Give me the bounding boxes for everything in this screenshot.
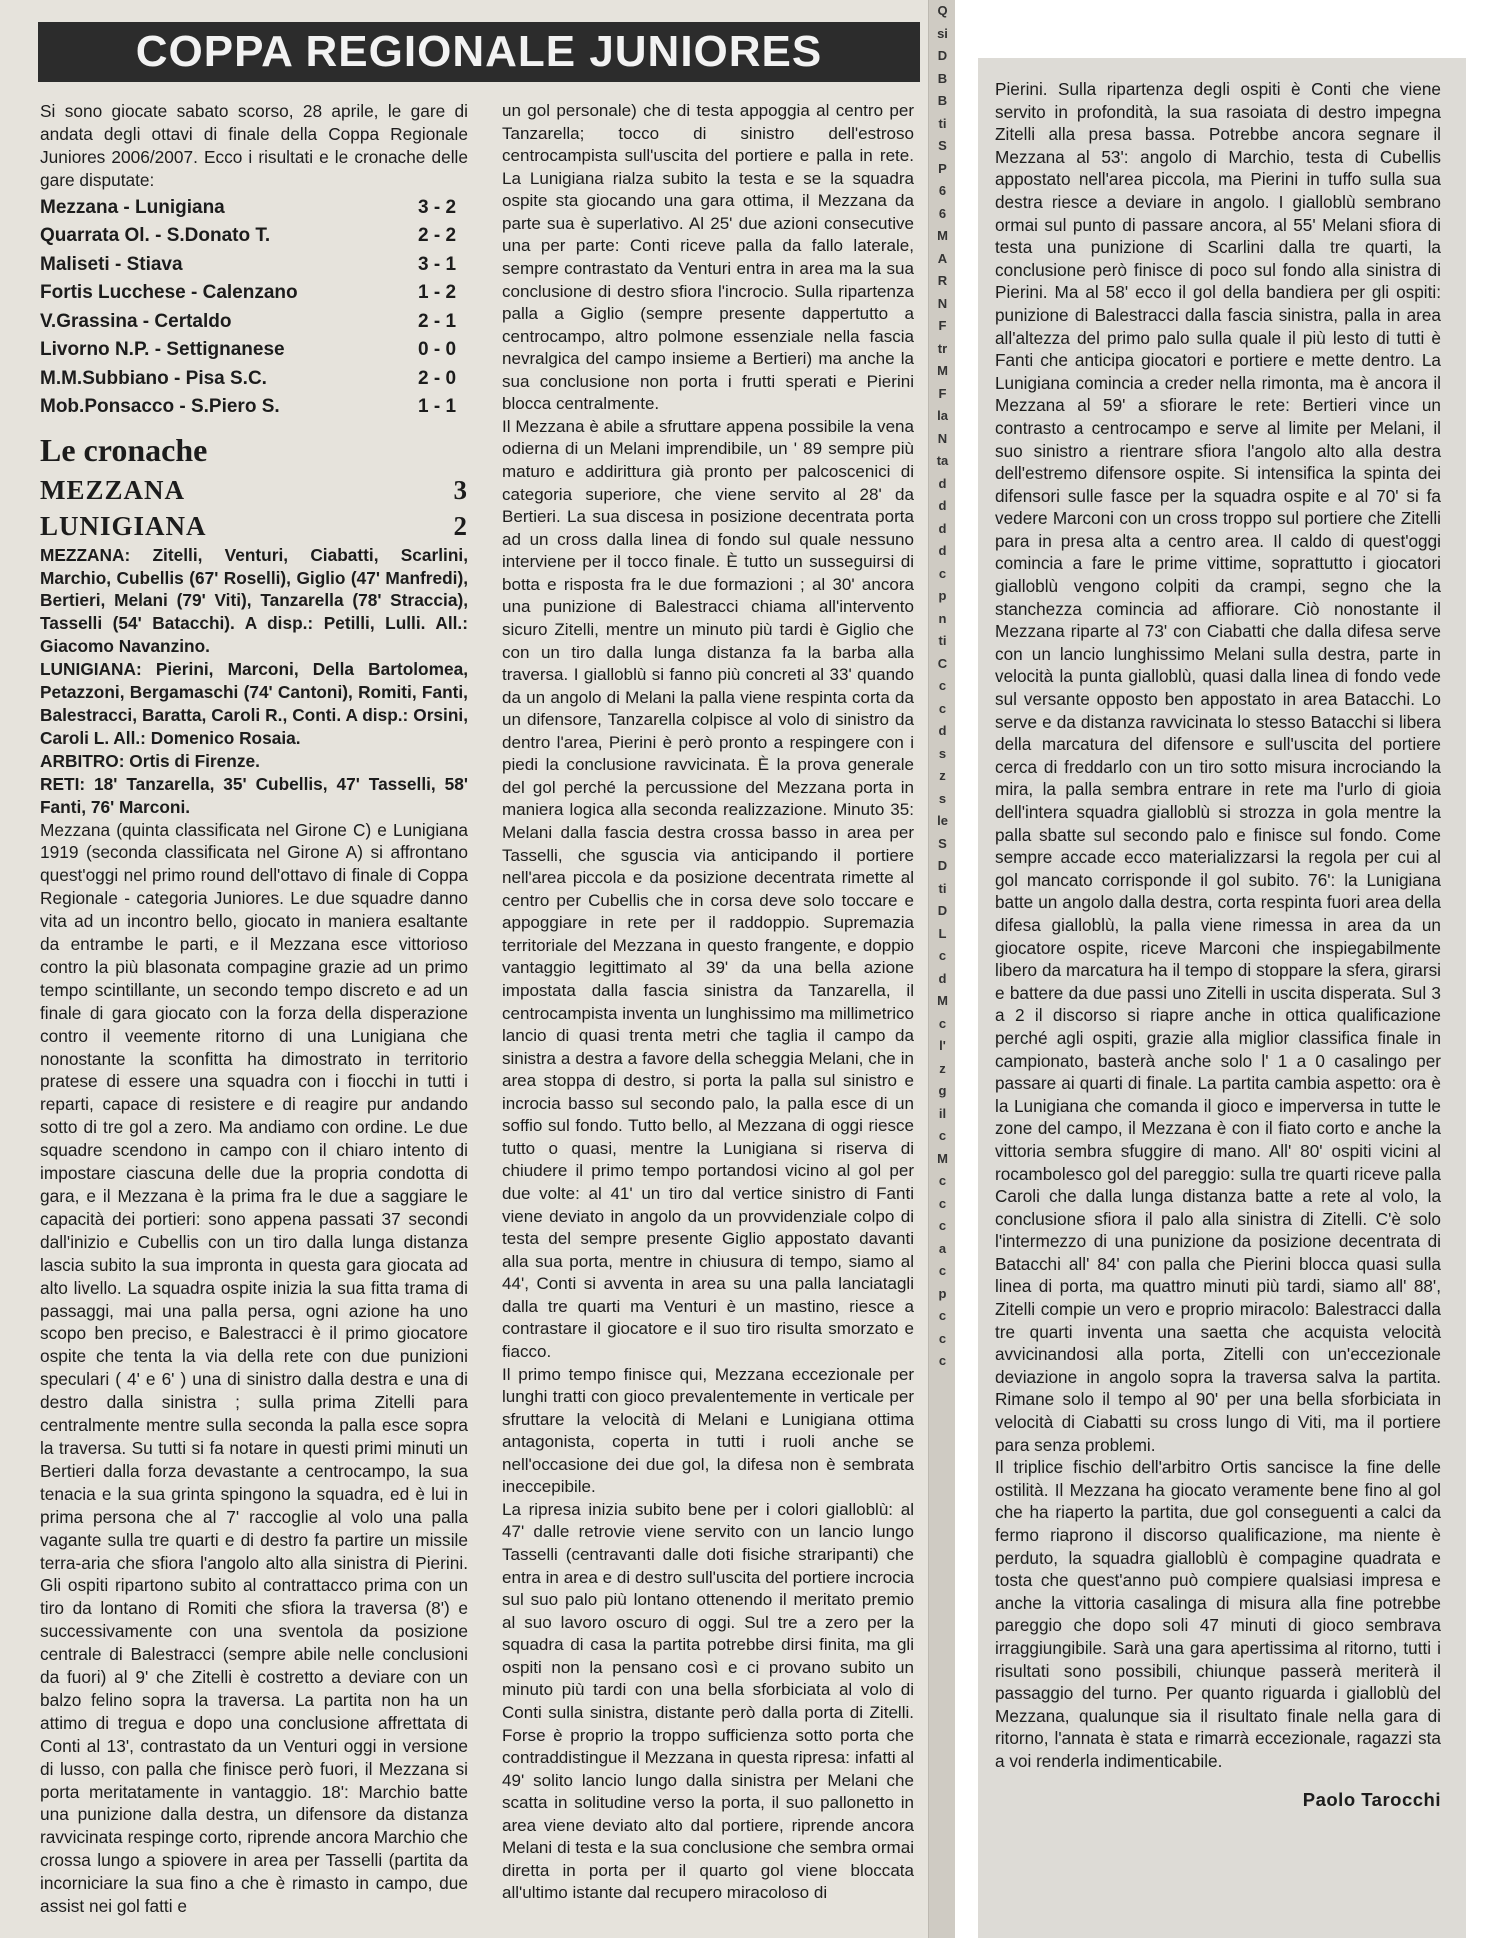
goals: RETI: 18' Tanzarella, 35' Cubellis, 47' Tasselli, 58' Fanti, 76' Marconi.: [40, 773, 468, 817]
result-row: [40, 393, 468, 422]
fold-letter: M: [937, 228, 948, 243]
cut-off-text: [40, 0, 920, 12]
fold-letter: B: [937, 70, 948, 86]
result-row: [40, 251, 468, 280]
adjacent-column-edge: [928, 0, 955, 1938]
fold-letter: n: [938, 610, 947, 626]
fold-letter: c: [938, 565, 947, 581]
author-byline: Paolo Tarocchi: [1302, 1788, 1441, 1810]
fold-letter: c: [938, 1173, 947, 1188]
fold-letter: d: [938, 970, 947, 986]
intro-paragraph: Si sono giocate sabato scorso, 28 aprile, le gare di andata degli ottavi di finale della Coppa Regionale Juniores 2006/2007. Ecco i risultati e le cronache delle gare disputate:: [40, 101, 468, 190]
home-team-goals: 3: [453, 474, 468, 505]
fold-letter: D: [937, 858, 948, 873]
result-row: [40, 365, 468, 394]
result-match: M.M.Subbiano - Pisa S.C.: [40, 367, 267, 389]
report-paragraph-4: Il primo tempo finisce qui, Mezzana eccezionale per lunghi tratti con gioco prevalentemente in verticale per sfruttare la velocità di Melani e Lunigiana ottima antagonista, coperta in tutti i ruoli anche se nell'occasione dei due gol, la difesa non è sembrata ineccepibile.: [502, 1364, 914, 1497]
fold-letter: s: [938, 790, 947, 806]
fold-letter: ta: [936, 453, 949, 468]
away-team-goals: 2: [453, 510, 468, 541]
fold-letter: d: [938, 520, 947, 536]
fold-letter: g: [938, 1083, 947, 1098]
results-table: [40, 194, 468, 422]
result-score: 3 - 2: [418, 196, 457, 218]
fold-letter: a: [938, 1240, 947, 1256]
fold-letter: C: [937, 655, 948, 671]
result-score: 3 - 1: [418, 253, 457, 275]
fold-letter: le: [937, 813, 948, 828]
referee: ARBITRO: Ortis di Firenze.: [40, 750, 260, 771]
result-score: 1 - 1: [418, 396, 457, 418]
fold-letter: N: [937, 430, 948, 446]
report-paragraph-2: un gol personale) che di testa appoggia al centro per Tanzarella; tocco di sinistro dell'estroso centrocampista sull'uscita del portiere e palla in rete. La Lunigiana rialza subito la testa e se la squadra ospite sta giocando una gara ottima, il Mezzana da parte sua è superlativo. Al 25' due azioni consecutive una per parte: Conti riceve palla da fallo laterale, sempre contrastato da Venturi entra in area ma la sua conclusione di destro sfiora l'incrocio. Sulla ripartenza palla a Giglio (sempre presente dappertutto a centrocampo, altro polmone essenziale nella fascia nevralgica del campo insieme a Bertieri) ma anche la sua conclusione non porta i frutti sperati e Pierini blocca centralmente.: [502, 101, 914, 414]
fold-letter: F: [938, 385, 947, 401]
fold-letter: Q: [937, 3, 948, 18]
fold-letter: c: [938, 1195, 947, 1211]
fold-letter: ti: [938, 115, 947, 131]
fold-letter: R: [937, 273, 948, 288]
result-match: Livorno N.P. - Settignanese: [40, 339, 285, 361]
fold-letter: c: [938, 1353, 947, 1368]
fold-letter: p: [938, 1285, 947, 1301]
fold-letter: c: [938, 1218, 947, 1233]
result-match: Quarrata Ol. - S.Donato T.: [40, 225, 271, 247]
fold-letter: la: [937, 408, 948, 423]
result-score: 2 - 1: [418, 310, 457, 332]
fold-letter: p: [938, 588, 947, 603]
fold-letter: d: [938, 498, 947, 513]
fold-letter: N: [937, 295, 948, 311]
result-row: [40, 279, 468, 308]
result-score: 1 - 2: [418, 282, 457, 304]
result-row: [40, 194, 468, 223]
fold-letter: B: [937, 93, 948, 108]
fold-letter: d: [938, 723, 947, 738]
fold-letter: ti: [938, 880, 947, 896]
report-paragraph-6: Pierini. Sulla ripartenza degli ospiti è Conti che viene servito in profondità, la sua rasoiata di destro impegna Zitelli alla presa bassa. Potrebbe ancora segnare il Mezzana al 53': angolo di Marchio, testa di Cubellis appostato nell'area piccola, ma Pierini in tuffo sulla sua destra riesce a deviare in angolo. I gialloblù sembrano ormai sul punto di passare ancora, al 55' Melani sfiora di testa una punizione di Scarlini dalla tre quarti, la conclusione però finisce di poco sul fondo alla sinistra di Pierini. Ma al 58' ecco il gol della bandiera per gli ospiti: punizione di Balestracci dalla fascia sinistra, palla in area all'altezza del primo palo sulla quale il più lesto di tutti è Fanti che anticipa giocatori e portiere e mette dentro. La Lunigiana comincia a creder nella rimonta, ma è ancora il Mezzana al 59' a sfiorare le rete: Bertieri vince un contrasto a centrocampo e serve al limite per Melani, il suo sinistro a rientrare sfiora l'angolo alto alla destra dell'estremo difensore ospite. Si intensifica la spinta dei difensori sulle fasce per la squadra ospite e al 70' si fa vedere Marconi con un cross troppo sul portiere che Zitelli para in presa alta a centro area. Il caldo di quest'oggi comincia a fare le prime vittime, soprattutto i giocatori gialloblù vengono colpiti da crampi, segno che la stanchezza comincia ad affiorare. Ciò nonostante il Mezzana riparte al 73' con Ciabatti che dalla difesa serve con un lancio lunghissimo Melani sulla destra, parte in velocità la punta gialloblù, quasi dalla linea di fondo vede sul versante opposto ben appostato in area Batacchi. Lo serve e da distanza ravvicinata lo stesso Batacchi si libera della marcatura del difensore e sull'uscita del portiere cerca di freddarlo con un tiro sotto misura incrociando la mira, la palla sembra entrare in rete ma l'urlo di gioia dell'intera squadra gialloblù si strozza in gola mentre la palla sbatte sul secondo palo e finisce sul fondo. Come sempre accade ecco materializzarsi la regola per cui al gol mancato corrisponde il gol subito. 76': la Lunigiana batte un angolo dalla destra, corta respinta fuori area della difesa gialloblù, la palla viene rimessa in area da un giocatore ospite, riceve Marconi che inspiegabilmente libero da marcatura ha il tempo di stoppare la sfera, girarsi e battere da due passi uno Zitelli in uscita disperata. Sul 3 a 2 il discorso si riapre anche in ottica qualificazione perché agli ospiti, grazie alla miglior classifica finale in campionato, basterà anche solo l' 1 a 0 casalingo per passare ai quarti di finale. La partita cambia aspetto: ora è la Lunigiana che comanda il gioco e imperversa in tutte le zone del campo, il Mezzana è con il fiato corto e anche la vittoria sembra sfuggire di mano. All' 80' ospiti vicini al rocambolesco gol del pareggio: sulla tre quarti riceve palla Caroli che dalla lunga distanza batte a rete al volo, la conclusione sfiora il palo alla sinistra di Zitelli. C'è solo l'intermezzo di una punizione da posizione decentrata di Batacchi all' 84' con palla che Pierini blocca quasi sulla linea di porta, ma quattro minuti più tardi, siamo all' 88', Zitelli compie un vero e proprio miracolo: Balestracci dalla tre quarti inventa una saetta che acquista velocità avvicinandosi alla porta, Zitelli con un'eccezionale deviazione in angolo sopra la traversa salva la partita. Rimane solo il tempo al 90' per una bella sforbiciata in velocità di Ciabatti su cross lungo di Viti, ma il portiere para senza problemi.: [995, 79, 1441, 1455]
away-team-name: LUNIGIANA: [40, 510, 207, 541]
fold-letter: 6: [938, 205, 947, 221]
fold-letter: d: [938, 543, 947, 558]
fold-letter: il: [938, 1105, 947, 1121]
fold-letter: c: [938, 1128, 947, 1143]
section-banner: COPPA REGIONALE JUNIORES: [38, 22, 920, 82]
home-team-score: [40, 472, 468, 508]
fold-letter: c: [938, 1015, 947, 1031]
report-paragraph-5: La ripresa inizia subito bene per i colori gialloblù: al 47' dalle retrovie viene servito con un lancio lungo Tasselli (centravanti dalle doti fisiche straripanti) che entra in area e di destro sull'uscita del portiere incrocia sul suo palo più lontano ottenendo il meritato premio al suo lavoro oscuro di oggi. Sul tre a zero per la squadra di casa la partita potrebbe dirsi finita, ma gli ospiti non la pensano così e ci provano subito un minuto più tardi con una bella sforbiciata al volo di Conti sulla sinistra, distante però dalla porta di Zitelli. Forse è proprio la troppo sufficienza sotto porta che contraddistingue il Mezzana in questa ripresa: infatti al 49' solito lancio lungo dalla sinistra per Melani che scatta in solitudine verso la porta, il suo pallonetto in area viene deviato alto dal portiere, riprende ancora Melani di testa e la sua conclusione che sembra ormai diretta in porta per il quarto gol viene bloccata all'ultimo istante dal recupero miracoloso di: [502, 1499, 914, 1903]
fold-letter: D: [937, 48, 948, 63]
fold-letter: D: [937, 903, 948, 918]
right-clipping: [978, 58, 1466, 1938]
column-3: [995, 78, 1441, 1811]
column-1: [40, 100, 468, 1918]
fold-letter: c: [938, 948, 947, 963]
result-match: Maliseti - Stiava: [40, 253, 183, 275]
report-paragraph-1: Mezzana (quinta classificata nel Girone C) e Lunigiana 1919 (seconda classificata nel Girone A) si affrontano quest'oggi nel primo round dell'ottavo di finale di Coppa Regionale - categoria Juniores. Le due squadre danno vita ad un incontro bello, giocato in maniera esaltante da entrambe le parti, e il Mezzana esce vittorioso contro la più blasonata compagine grazie ad un primo tempo scintillante, un secondo tempo discreto e ad un finale di gara giocato con la forza della disperazione contro il veemente ritorno di una Lunigiana che nonostante la sconfitta ha dimostrato in territorio pratese di essere una squadra con i fiocchi in tutti i reparti, capace di resistere e di reagire pur andando sotto di tre gol a zero. Ma andiamo con ordine. Le due squadre scendono in campo con il chiaro intento di impostare ciascuna delle due la propria condotta di gara, e il Mezzana è la prima fra le due a saggiare le capacità dei portieri: sono appena passati 37 secondi dall'inizio e Cubellis con un tiro dalla lunga distanza lascia subito la sua impronta in questa gara giocata ad alto livello. La squadra ospite inizia la sua fitta trama di passaggi, mai una palla persa, ogni azione ha uno scopo ben preciso, e Balestracci è il primo giocatore ospite che tenta la via della rete con due punizioni speculari ( 4' e 6' ) una di sinistro dalla destra e una di destro dalla sinistra ; sulla prima Zitelli para centralmente mentre sulla seconda la palla esce sopra la traversa. Su tutti si fa notare in questi primi minuti un Bertieri dalla forza devastante a centrocampo, la sua tenacia e la sua grinta spingono la squadra, ed è lui in prima persona che al 7' raccoglie al volo una palla vagante sulla tre quarti e di destro fa partire un missile terra-aria che sfiora l'angolo alto alla sinistra di Pierini. Gli ospiti ripartono subito al contrattacco prima con un tiro da lontano di Romiti che sfiora la traversa (8') e successivamente con una sventola da posizione centrale di Balestracci (sempre abile nelle conclusioni da fuori) al 9' che Zitelli è costretto a deviare con un balzo felino sopra la traversa. La partita non ha un attimo di tregua e dopo una conclusione affrettata di Conti al 13', contrastato da un Venturi oggi in versione di lusso, con palla che finisce però fuori, il Mezzana si porta meritatamente in vantaggio. 18': Marchio batte una punizione dalla destra, un difensore da distanza ravvicinata respinge corto, riprende ancora Marchio che crossa lungo a spiovere in area per Tasselli (partita da incorniciare la sua fino a che è rimasto in campo, due assist nei gol fatti e: [40, 819, 468, 1917]
result-match: Mezzana - Lunigiana: [40, 196, 225, 218]
fold-letter: d: [938, 475, 947, 491]
fold-letter: F: [938, 318, 947, 333]
result-row: [40, 308, 468, 337]
fold-letter: M: [937, 1150, 948, 1166]
fold-letter: c: [938, 1308, 947, 1323]
fold-letter: l': [939, 1038, 946, 1053]
fold-letter: M: [937, 363, 948, 378]
result-score: 0 - 0: [418, 339, 457, 361]
fold-letter: c: [938, 1263, 947, 1278]
result-score: 2 - 2: [418, 225, 457, 247]
result-match: V.Grassina - Certaldo: [40, 310, 232, 332]
fold-letter: s: [938, 745, 947, 761]
fold-letter: c: [938, 700, 947, 716]
away-team-score: [40, 508, 468, 544]
report-paragraph-7: Il triplice fischio dell'arbitro Ortis sancisce la fine delle ostilità. Il Mezzana ha giocato veramente bene fino al gol che ha riaperto la partita, due gol conseguenti a calci da fermo riaprono il discorso qualificazione, ma niente è perduto, la squadra gialloblù è compagine quadrata e tosta che quest'anno può compiere qualsiasi impresa e anche la vittoria casalinga di misura alla fine potrebbe pareggio che dopo soli 47 minuti di gioco sembrava irraggiungibile. Sarà una gara apertissima al ritorno, tutti i risultati sono possibili, chiunque passerà meriterà il passaggio del turno. Per quanto riguarda i gialloblù del Mezzana, qualunque sia il risultato finale nella gara di ritorno, l'annata è stata e rimarrà eccezionale, ragazzi sta a voi renderla indimenticabile.: [995, 1457, 1441, 1771]
fold-letter: S: [938, 835, 947, 851]
fold-letter: tr: [937, 340, 948, 356]
fold-letter: ti: [938, 633, 947, 648]
result-match: Mob.Ponsacco - S.Piero S.: [40, 396, 280, 418]
home-team-name: MEZZANA: [40, 474, 186, 505]
result-row: [40, 222, 468, 251]
report-paragraph-3: Il Mezzana è abile a sfruttare appena possibile la vena odierna di un Melani imprendibile, un ' 89 sempre più maturo e addirittura già pronto per palcoscenici di categoria superiore, che viene servito al 28' da Bertieri. La sua discesa in posizione decentrata porta ad un cross dalla linea di fondo sul quale nessuno interviene per il tocco finale. È tutto un susseguirsi di botta e risposta fra le due formazioni ; al 30' ancora una punizione di Balestracci chiama all'intervento sicuro Zitelli, mentre un minuto più tardi è Giglio che con un tiro dalla lunga distanza fa la barba alla traversa. I gialloblù si fanno più concreti al 33' quando da un angolo di Melani la palla viene respinta corta da un difensore, Tanzarella colpisce al volo di sinistro da dentro l'area, Pierini è però pronto a respingere con i piedi la conclusione ravvicinata. È la prova generale del gol perché la percussione del Mezzana porta in maniera logica alla seconda realizzazione. Minuto 35: Melani dalla fascia destra crossa basso in area per Tasselli, che sguscia via anticipando il portiere nell'area piccola e da posizione decentrata rimette al centro per Cubellis che in corsa deve solo toccare e appoggiare in rete per il raddoppio. Supremazia territoriale del Mezzana in questo frangente, e doppio vantaggio legittimato al 39' da una bella azione impostata dalla fascia sinistra da Tanzarella, il centrocampista inventa un lunghissimo ma millimetrico lancio di quasi trenta metri che taglia il campo da sinistra a destra a favore della scheggia Melani, che in area stoppa di destro, si porta la palla sul sinistro e incrocia basso sul secondo palo, la palla esce di un soffio sul fondo. Tutto bello, al Mezzana di oggi riesce tutto o quasi, mentre la Lunigiana si riserva di chiudere il primo tempo portandosi vicino al gol per due volte: al 41' un tiro dal vertice sinistro di Fanti viene deviato in angolo da un provvidenziale colpo di testa del sempre presente Giglio appostato davanti alla sua porta, mentre in chiusura di tempo, siamo al 44', Conti si avventa in area su una palla lanciatagli dalla tre quarti ma Venturi è un mastino, riesce a contrastare il giocatore e il suo tiro risulta smorzato e fiacco.: [502, 416, 914, 1361]
lineup-mezzana: MEZZANA: Zitelli, Venturi, Ciabatti, Scarlini, Marchio, Cubellis (67' Roselli), Giglio (47' Manfredi), Bertieri, Melani (79' Viti), Tanzarella (78' Straccia), Tasselli (54' Batacchi). A disp.: Petilli, Lulli. All.: Giacomo Navanzino.: [40, 544, 468, 657]
fold-letter: M: [937, 993, 948, 1008]
result-row: [40, 336, 468, 365]
result-match: Fortis Lucchese - Calenzano: [40, 282, 298, 304]
fold-letter: z: [939, 768, 946, 783]
fold-letter: c: [938, 678, 947, 693]
fold-letter: 6: [938, 183, 947, 198]
fold-letter: P: [938, 160, 947, 176]
fold-letter: si: [937, 25, 948, 41]
column-2: [502, 100, 914, 1905]
section-heading: Le cronache: [40, 431, 208, 468]
fold-letter: z: [939, 1060, 946, 1076]
fold-letter: c: [938, 1330, 947, 1346]
fold-letter: S: [938, 138, 947, 153]
fold-letter: A: [937, 250, 948, 266]
lineup-lunigiana: LUNIGIANA: Pierini, Marconi, Della Bartolomea, Petazzoni, Bergamaschi (74' Cantoni), Romiti, Fanti, Balestracci, Baratta, Caroli R., Conti. A disp.: Orsini, Caroli L. All.: Domenico Rosaia.: [40, 659, 468, 748]
fold-letter: L: [938, 925, 947, 941]
result-score: 2 - 0: [418, 367, 457, 389]
